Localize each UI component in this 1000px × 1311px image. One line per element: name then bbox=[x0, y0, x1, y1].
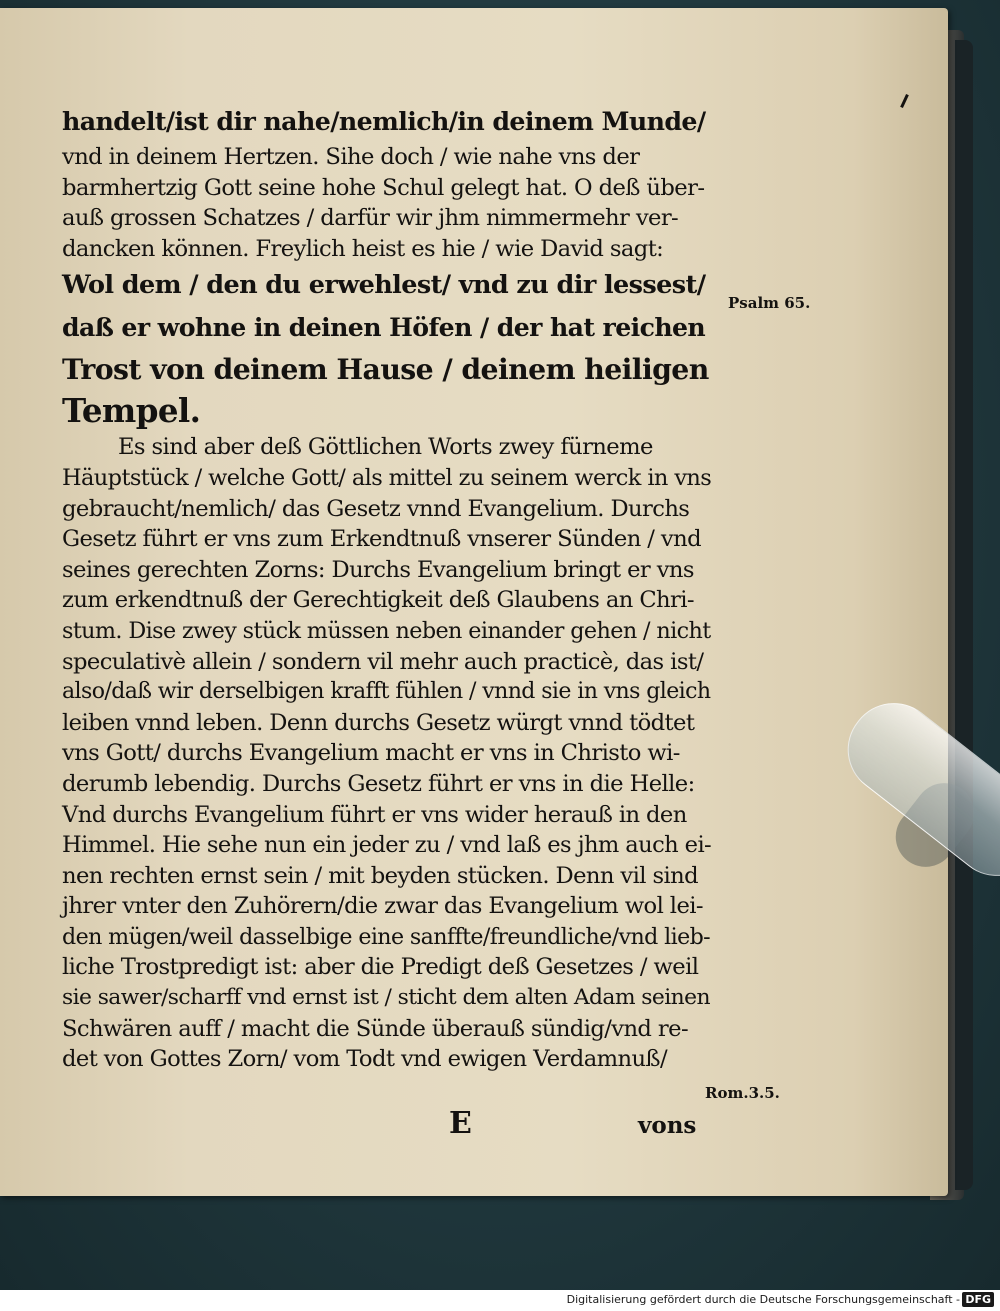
text-line: Gesetz führt er vns zum Erkendtnuß vnserer Sünden / vnd bbox=[62, 526, 701, 553]
text-line: Trost von deinem Hause / deinem heiligen bbox=[62, 352, 709, 387]
catchword: vons bbox=[638, 1112, 697, 1139]
text-line: vns Gott/ durchs Evangelium macht er vns in Christo wi- bbox=[62, 740, 680, 767]
text-line: dancken können. Freylich heist es hie / wie David sagt: bbox=[62, 235, 664, 262]
text-line: seines gerechten Zorns: Durchs Evangelium bringt er vns bbox=[62, 556, 694, 583]
text-line: Es sind aber deß Göttlichen Worts zwey fürneme bbox=[118, 434, 653, 461]
text-line: jhrer vnter den Zuhörern/die zwar das Evangelium wol lei- bbox=[62, 893, 703, 920]
text-line: det von Gottes Zorn/ vom Todt vnd ewigen Verdamnuß/ bbox=[62, 1046, 667, 1073]
signature-mark: E bbox=[449, 1106, 472, 1141]
text-line: vnd in deinem Hertzen. Sihe doch / wie nahe vns der bbox=[62, 144, 640, 170]
text-line: Wol dem / den du erwehlest/ vnd zu dir lessest/ bbox=[62, 270, 706, 301]
text-line: Himmel. Hie sehe nun ein jeder zu / vnd laß es jhm auch ei- bbox=[62, 832, 712, 859]
text-line: speculativè allein / sondern vil mehr auch practicè, das ist/ bbox=[62, 648, 704, 675]
text-line: Häuptstück / welche Gott/ als mittel zu seinem werck in vns bbox=[62, 464, 712, 491]
text-line: Schwären auff / macht die Sünde überauß sündig/vnd re- bbox=[62, 1015, 688, 1042]
text-line: nen rechten ernst sein / mit beyden stücken. Denn vil sind bbox=[62, 862, 699, 889]
text-line: handelt/ist dir nahe/nemlich/in deinem Munde/ bbox=[62, 106, 706, 136]
text-line: liche Trostpredigt ist: aber die Predigt deß Gesetzes / weil bbox=[62, 954, 699, 981]
margin-note-rom: Rom.3.5. bbox=[705, 1084, 780, 1102]
footer-credit: Digitalisierung gefördert durch die Deutsche Forschungsgemeinschaft - bbox=[566, 1293, 960, 1306]
dfg-logo: DFG bbox=[962, 1292, 994, 1307]
text-line: auß grossen Schatzes / darfür wir jhm nimmermehr ver- bbox=[62, 205, 679, 232]
text-line: den mügen/weil dasselbige eine sanffte/freundliche/vnd lieb- bbox=[62, 923, 711, 950]
text-line: derumb lebendig. Durchs Gesetz führt er vns in die Helle: bbox=[62, 770, 695, 797]
book-page bbox=[0, 8, 948, 1196]
text-line: Tempel. bbox=[62, 391, 201, 431]
text-line: Vnd durchs Evangelium führt er vns wider herauß in den bbox=[62, 801, 687, 828]
text-line: barmhertzig Gott seine hohe Schul gelegt hat. O deß über- bbox=[62, 174, 705, 201]
text-line: sie sawer/scharff vnd ernst ist / sticht dem alten Adam seinen bbox=[62, 985, 710, 1011]
text-line: stum. Dise zwey stück müssen neben einander gehen / nicht bbox=[62, 617, 711, 644]
footer-bar bbox=[0, 1290, 1000, 1311]
margin-note-psalm: Psalm 65. bbox=[728, 294, 811, 312]
ink-mark bbox=[900, 94, 909, 108]
text-line: also/daß wir derselbigen krafft fühlen / vnnd sie in vns gleich bbox=[62, 679, 711, 705]
book-cover-edge bbox=[955, 40, 973, 1190]
text-line: gebraucht/nemlich/ das Gesetz vnnd Evangelium. Durchs bbox=[62, 495, 690, 522]
text-line: zum erkendtnuß der Gerechtigkeit deß Glaubens an Chri- bbox=[62, 587, 694, 614]
page-text-block bbox=[62, 100, 722, 1075]
text-line: daß er wohne in deinen Höfen / der hat reichen bbox=[62, 312, 706, 343]
text-line: leiben vnnd leben. Denn durchs Gesetz würgt vnnd tödtet bbox=[62, 709, 695, 736]
